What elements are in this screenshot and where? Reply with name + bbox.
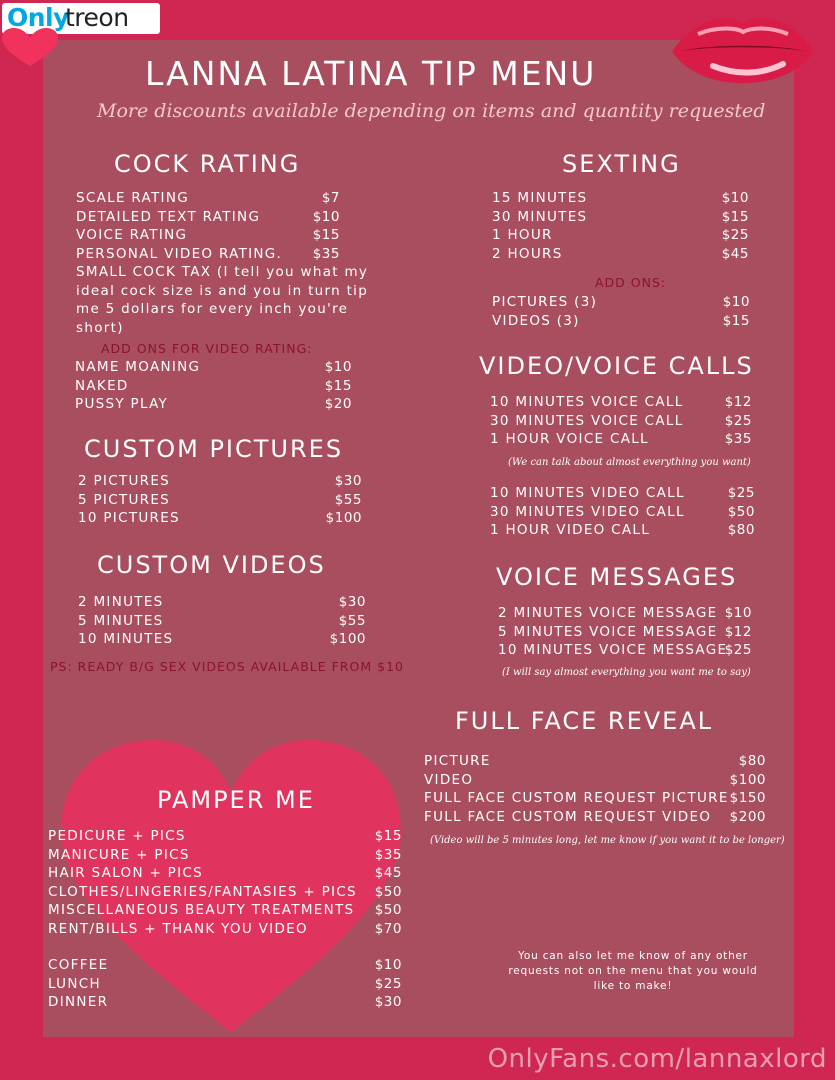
menu-item-label: 2 MINUTES	[78, 594, 164, 610]
menu-item-price: $15	[721, 208, 749, 225]
menu-item-price: $25	[374, 975, 402, 992]
menu-item-price: $25	[724, 642, 752, 658]
menu-item-label: NAME MOANING	[75, 359, 201, 375]
menu-item-price: $12	[724, 623, 752, 640]
menu-item-label: 30 MINUTES	[492, 208, 588, 225]
menu-item-price: $45	[721, 245, 749, 262]
watermark: OnlyFans.com/lannaxlord	[487, 1044, 827, 1074]
small-tax-line: short)	[76, 320, 124, 336]
menu-item-label: PEDICURE + PICS	[48, 828, 186, 844]
small-heart-icon	[0, 28, 60, 70]
menu-item-price: $30	[374, 994, 402, 1010]
menu-item-label: MANICURE + PICS	[48, 846, 190, 863]
menu-item-label: PERSONAL VIDEO RATING.	[76, 245, 283, 262]
menu-item-price: $35	[312, 245, 340, 262]
cock-rating-heading: COCK RATING	[114, 150, 301, 178]
menu-item-label: VOICE RATING	[76, 227, 188, 243]
menu-item-label: 30 MINUTES VIDEO CALL	[490, 503, 685, 520]
menu-item-label: RENT/BILLS + THANK YOU VIDEO	[48, 920, 308, 937]
menu-item-label: SCALE RATING	[76, 190, 189, 206]
menu-item-label: 1 HOUR VIDEO CALL	[490, 522, 651, 538]
menu-item-label: COFFEE	[48, 957, 109, 973]
menu-item-price: $25	[727, 485, 755, 501]
menu-item-price: $15	[722, 312, 750, 329]
menu-item-price: $30	[334, 473, 362, 489]
menu-item-price: $20	[324, 396, 352, 412]
menu-item-price: $30	[338, 594, 366, 610]
custom-videos-heading: CUSTOM VIDEOS	[97, 551, 326, 579]
calls-note: (We can talk about almost everything you want)	[508, 457, 751, 468]
menu-item-price: $200	[729, 808, 766, 825]
voice-messages-heading: VOICE MESSAGES	[496, 563, 738, 591]
menu-item-price: $35	[724, 431, 752, 447]
menu-item-price: $70	[374, 920, 402, 937]
menu-item-label: 1 HOUR VOICE CALL	[490, 431, 649, 447]
menu-item-price: $50	[374, 883, 402, 900]
menu-item-price: $100	[329, 631, 366, 647]
small-tax-line: ideal cock size is and you in turn tip	[76, 283, 369, 299]
menu-item-label: NAKED	[75, 377, 129, 394]
menu-item-price: $25	[721, 227, 749, 243]
sexting-heading: SEXTING	[562, 150, 681, 178]
menu-item-price: $10	[324, 359, 352, 375]
menu-item-label: 15 MINUTES	[492, 190, 588, 206]
menu-item-price: $50	[374, 902, 402, 918]
menu-item-label: LUNCH	[48, 975, 101, 992]
menu-item-label: PUSSY PLAY	[75, 396, 169, 412]
menu-item-label: 30 MINUTES VOICE CALL	[490, 412, 684, 429]
menu-item-label: PICTURES (3)	[492, 294, 598, 310]
menu-item-label: 10 PICTURES	[78, 510, 180, 526]
menu-item-price: $10	[374, 957, 402, 973]
custom-pictures-heading: CUSTOM PICTURES	[84, 435, 344, 463]
menu-item-label: DINNER	[48, 994, 109, 1010]
menu-item-label: 2 PICTURES	[78, 473, 171, 489]
menu-item-price: $55	[338, 612, 366, 629]
menu-item-label: 10 MINUTES VOICE MESSAGE	[498, 642, 728, 658]
menu-item-price: $55	[334, 491, 362, 508]
small-tax-line: me 5 dollars for every inch you're	[76, 301, 349, 317]
menu-item-label: HAIR SALON + PICS	[48, 865, 203, 881]
menu-item-price: $15	[324, 377, 352, 394]
menu-item-price: $12	[724, 394, 752, 410]
menu-item-price: $10	[721, 190, 749, 206]
menu-item-price: $80	[727, 522, 755, 538]
menu-item-price: $10	[724, 605, 752, 621]
menu-item-label: 5 MINUTES	[78, 612, 164, 629]
lips-icon	[668, 6, 818, 102]
menu-item-price: $150	[729, 790, 766, 806]
menu-item-label: 1 HOUR	[492, 227, 553, 243]
menu-item-label: CLOTHES/LINGERIES/FANTASIES + PICS	[48, 883, 357, 900]
calls-heading: VIDEO/VOICE CALLS	[479, 352, 754, 380]
menu-item-label: 2 MINUTES VOICE MESSAGE	[498, 605, 718, 621]
menu-item-label: 10 MINUTES VIDEO CALL	[490, 485, 685, 501]
menu-item-label: MISCELLANEOUS BEAUTY TREATMENTS	[48, 902, 355, 918]
menu-item-label: DETAILED TEXT RATING	[76, 208, 261, 225]
menu-item-price: $15	[374, 828, 402, 844]
outro-text: You can also let me know of any other requests not on the menu that you would like to make!	[508, 950, 758, 992]
menu-item-price: $10	[722, 294, 750, 310]
menu-item-label: 10 MINUTES	[78, 631, 174, 647]
menu-item-label: 5 PICTURES	[78, 491, 171, 508]
menu-item-label: PICTURE	[424, 753, 491, 769]
voice-messages-note: (I will say almost everything you want me to say)	[502, 667, 751, 678]
menu-item-price: $7	[321, 190, 340, 206]
menu-item-price: $35	[374, 846, 402, 863]
pamper-heading: PAMPER ME	[157, 786, 315, 814]
onlytreon-logo[interactable]: Only treon	[2, 3, 160, 34]
ready-videos-note: PS: READY B/G SEX VIDEOS AVAILABLE FROM $10	[50, 659, 404, 674]
menu-item-price: $50	[727, 503, 755, 520]
menu-item-price: $25	[724, 412, 752, 429]
page-title: LANNA LATINA TIP MENU	[145, 54, 597, 93]
menu-item-label: VIDEO	[424, 771, 474, 788]
menu-item-label: VIDEOS (3)	[492, 312, 580, 329]
menu-item-price: $80	[738, 753, 766, 769]
small-tax-line: SMALL COCK TAX (I tell you what my	[76, 264, 369, 280]
menu-item-label: 2 HOURS	[492, 245, 563, 262]
video-rating-addons-heading: ADD ONS FOR VIDEO RATING:	[101, 341, 313, 356]
menu-item-label: 5 MINUTES VOICE MESSAGE	[498, 623, 718, 640]
menu-item-label: 10 MINUTES VOICE CALL	[490, 394, 684, 410]
face-reveal-heading: FULL FACE REVEAL	[455, 707, 714, 735]
menu-item-label: FULL FACE CUSTOM REQUEST VIDEO	[424, 808, 712, 825]
menu-item-price: $10	[312, 208, 340, 225]
menu-item-label: FULL FACE CUSTOM REQUEST PICTURE	[424, 790, 729, 806]
sexting-addons-heading: ADD ONS:	[595, 275, 667, 290]
face-reveal-note: (Video will be 5 minutes long, let me know if you want it to be longer)	[430, 835, 785, 846]
menu-item-price: $15	[312, 227, 340, 243]
subtitle: More discounts available depending on items and quantity requested	[97, 100, 766, 122]
menu-item-price: $100	[325, 510, 362, 526]
menu-item-price: $100	[729, 771, 766, 788]
menu-item-price: $45	[374, 865, 402, 881]
